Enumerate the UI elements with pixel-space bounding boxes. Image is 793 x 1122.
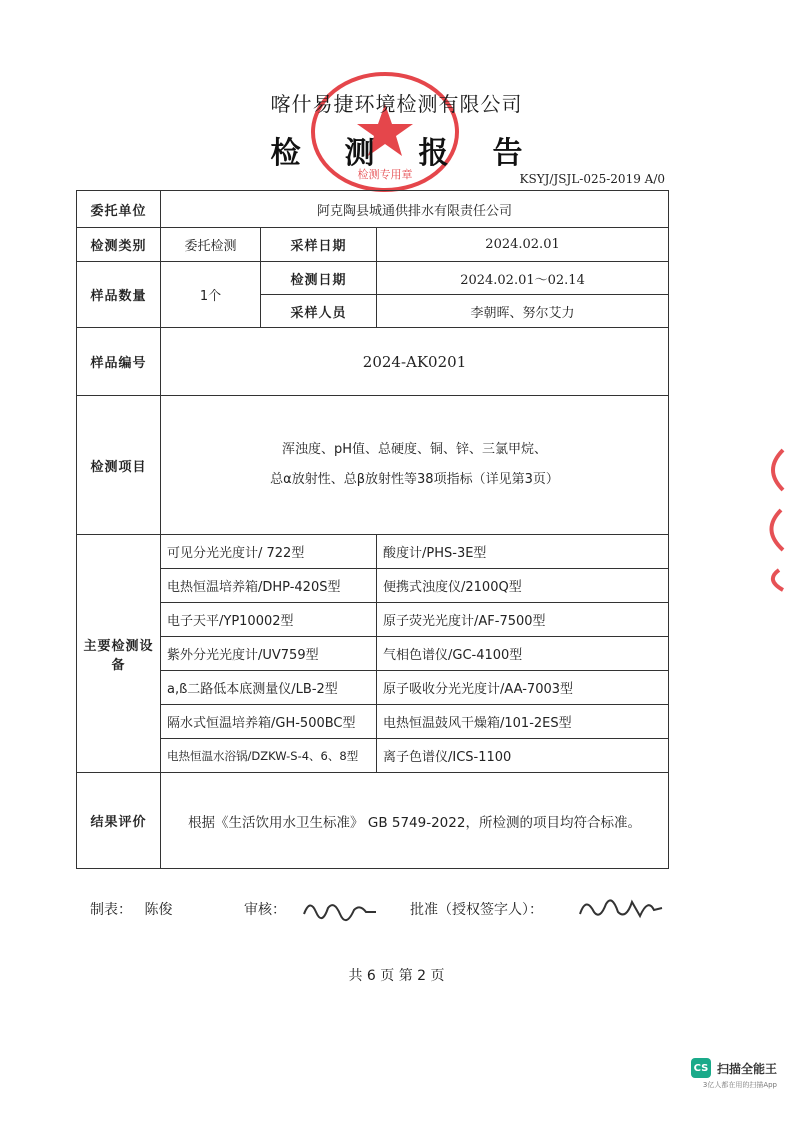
approved-by [410,899,543,919]
scanner-logo-icon: CS [691,1058,711,1078]
approver-signature [574,890,666,926]
qty-value: 1个 [161,262,261,328]
reviewer-signature [300,894,378,924]
title-char: 告 [492,136,523,171]
equipment-label: 主要检测设备 [77,535,161,773]
client-value: 阿克陶县城通供排水有限责任公司 [161,191,669,228]
prepared-name: 陈俊 [144,902,173,918]
type-value: 委托检测 [161,228,261,262]
report-table [76,190,669,869]
test-date-label: 检测日期 [261,262,377,295]
report-title [0,128,793,172]
sample-no-label: 样品编号 [77,328,161,396]
scanner-app-name: 扫描全能王 [716,1061,777,1076]
equipment-item: 便携式浊度仪/2100Q型 [377,569,669,603]
equipment-item: 原子吸收分光光度计/AA-7003型 [377,671,669,705]
equipment-item: 隔水式恒温培养箱/GH-500BC型 [161,705,377,739]
seal-text: 检测专用章 [357,168,413,181]
title-char: 检 [270,136,301,171]
sampler-label: 采样人员 [261,295,377,328]
page-number: 共 6 页 第 2 页 [348,968,445,984]
title-char: 报 [418,136,449,171]
equipment-item: 原子荧光光度计/AF-7500型 [377,603,669,637]
sample-no-value: 2024-AK0201 [161,328,669,396]
equipment-item: 气相色谱仪/GC-4100型 [377,637,669,671]
prepared-label: 制表： [90,902,132,918]
title-char: 测 [344,136,375,171]
edge-seal-mark [753,440,793,600]
type-label: 检测类别 [77,228,161,262]
qty-label: 样品数量 [77,262,161,328]
sampling-date-value: 2024.02.01 [377,228,669,262]
sampler-value: 李朝晖、努尔艾力 [377,295,669,328]
equipment-item: 紫外分光光度计/UV759型 [161,637,377,671]
sampling-date-label: 采样日期 [261,228,377,262]
equipment-item: 电热恒温培养箱/DHP-420S型 [161,569,377,603]
equipment-item: 离子色谱仪/ICS-1100 [377,739,669,773]
scanner-watermark [691,1058,777,1078]
company-name: 喀什易捷环境检测有限公司 [270,92,523,116]
items-label: 检测项目 [77,396,161,535]
items-line-1: 浑浊度、pH值、总硬度、铜、锌、三氯甲烷、 [282,442,548,457]
equipment-item: 酸度计/PHS-3E型 [377,535,669,569]
equipment-item: a,ß二路低本底测量仪/LB-2型 [161,671,377,705]
equipment-item: 电热恒温鼓风干燥箱/101-2ES型 [377,705,669,739]
prepared-by [90,899,172,919]
result-label: 结果评价 [77,773,161,869]
reviewed-by [244,899,286,919]
items-line-2: 总α放射性、总β放射性等38项指标（详见第3页） [270,472,559,487]
result-value: 根据《生活饮用水卫生标准》 GB 5749-2022，所检测的项目均符合标准。 [161,773,669,869]
test-date-value: 2024.02.01～02.14 [377,262,669,295]
equipment-item: 可见分光光度计/ 722型 [161,535,377,569]
document-code: KSYJ/JSJL-025-2019 A/0 [519,172,665,186]
equipment-item: 电子天平/YP10002型 [161,603,377,637]
approve-label: 批准（授权签字人）： [410,902,543,918]
items-value [161,396,669,535]
equipment-item: 电热恒温水浴锅/DZKW-S-4、6、8型 [161,739,377,773]
review-label: 审核： [244,902,286,918]
scanner-tagline: 3亿人都在用的扫描App [702,1081,777,1089]
client-label: 委托单位 [77,191,161,228]
